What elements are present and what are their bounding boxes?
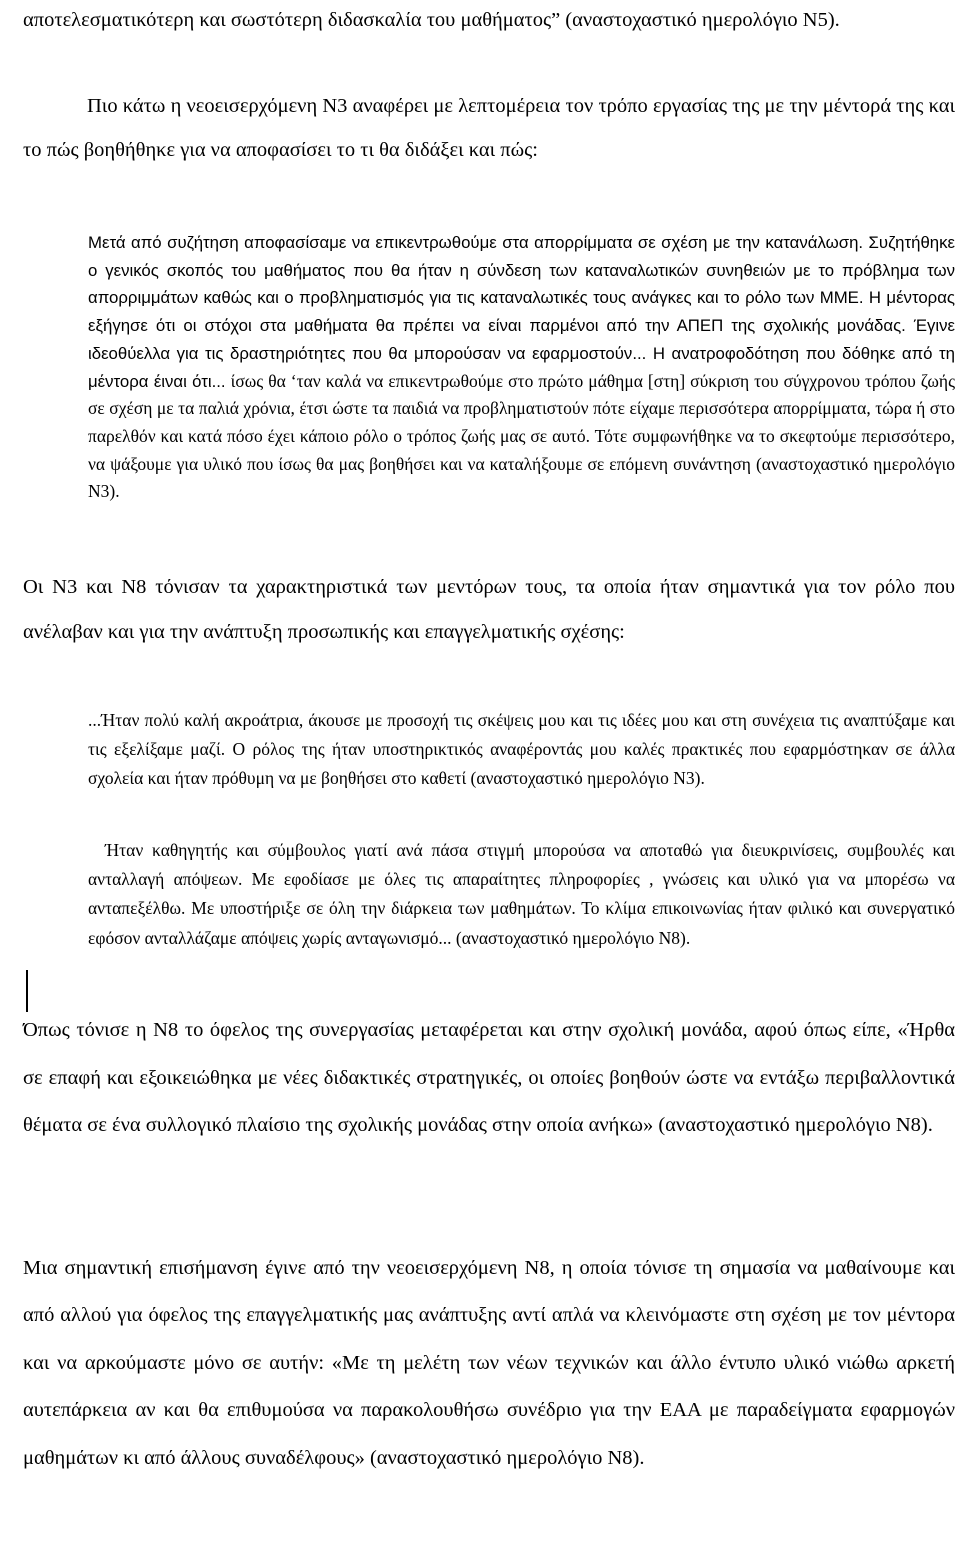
quote-n3-part-serif: ίσως θα ‘ταν καλά να επικεντρωθούμε στο πρώτο μάθημα [στη] σύκριση του σύγχρονου τρόπου ζωής σε σχέση με τα παλιά χρόνια, έτσι ώστε τα παιδιά να προβληματιστούν πότε είχαμε περισσότερα απορρίμματα, τώρα ή στο παρελθόν και κατά πόσο έχει κάποιο ρόλο ο τρόπος ζωής μας σε αυτό. Τότε συμφωνήθηκε να το σκεφτούμε περισσότερο, να ψάξουμε για υλικό που ίσως θα μας βοηθήσει και να καταλήξουμε σε επόμενη συνάντηση (αναστοχαστικό ημερολόγιο Ν3). — [88, 370, 955, 502]
quote-n3-part-sans: Μετά από συζήτηση αποφασίσαμε να επικεντρωθούμε στα απορρίμματα σε σχέση με την κατανάλωση. Συζητήθηκε ο γενικός σκοπός του μαθήματος που θα ήταν η σύνδεση των καταναλωτικών συνηθειών με το πρόβλημα των απορριμμάτων καθώς και ο προβληματισμός για τις καταναλωτικές τους ανάγκες και το ρόλο των ΜΜΕ. Η μέντορας εξήγησε ότι οι στόχοι στα μαθήματα θα πρέπει να είναι παρμένοι από την ΑΠΕΠ της σχολικής μονάδας. Έγινε ιδεοθύελλα για τις δραστηριότητες που θα μπορούσαν να εφαρμοστούν... Η ανατροφοδότηση που δόθηκε από τη μέντορα έιναι ότι... — [88, 233, 955, 391]
quote-n8-advisor — [88, 836, 955, 953]
paragraph-n3-intro — [23, 84, 955, 173]
margin-change-bar — [26, 970, 28, 1012]
quote-n3-listener: ...Ήταν πολύ καλή ακροάτρια, άκουσε με προσοχή τις σκέψεις μου και τις ιδέες μου και στη συνέχεια τις αναπτύξαμε και τις εξελίξαμε μαζί. Ο ρόλος της ήταν υποστηρικτικός αναφέροντάς μου καλές πρακτικές που εφαρμόστηκαν σε άλλα σχολεία και ήταν πρόθυμη να με βοηθήσει στο καθετί (αναστοχαστικό ημερολόγιο Ν3). — [88, 710, 955, 789]
paragraph-n3-intro-text: Πιο κάτω η νεοεισερχόμενη Ν3 αναφέρει με λεπτομέρεια τον τρόπο εργασίας της με την μέντορά της και το πώς βοηθήθηκε για να αποφασίσει το τι θα διδάξει και πώς: — [23, 95, 955, 162]
paragraph-school-benefit: Όπως τόνισε η Ν8 το όφελος της συνεργασίας μεταφέρεται και στην σχολική μονάδα, αφού όπως είπε, «Ήρθα σε επαφή και εξοικειώθηκα με νέες διδακτικές στρατηγικές, οι οποίες βοηθούν ώστε να εντάξω περιβαλλοντικά θέματα σε ένα συλλογικό πλαίσιο της σχολικής μονάδας στην οποία ανήκω» (αναστοχαστικό ημερολόγιο Ν8). — [23, 1019, 955, 1137]
quote-n3-mentor-work — [88, 229, 955, 506]
paragraph-mentor-traits: Οι Ν3 και Ν8 τόνισαν τα χαρακτηριστικά των μεντόρων τους, τα οποία ήταν σημαντικά για τον ρόλο που ανέλαβαν και για την ανάπτυξη προσωπικής και επαγγελματικής σχέσης: — [23, 576, 955, 644]
paragraph-intro-end: αποτελεσματικότερη και σωστότερη διδασκαλία του μαθήματος” (αναστοχαστικό ημερολόγιο Ν5). — [23, 9, 840, 31]
quote-n8-advisor-text: Ήταν καθηγητής και σύμβουλος γιατί ανά πάσα στιγμή μπορούσα να αποταθώ για διευκρινίσεις, συμβουλές και ανταλλαγή απόψεων. Με εφοδίασε με όλες τις απαραίτητες πληροφορίες , γνώσεις και υλικό για να μπορέσω να ανταπεξέλθω. Με υποστήριξε σε όλη την διάρκεια των μαθημάτων. Το κλίμα επικοινωνίας ήταν φιλικό και συνεργατικό εφόσον ανταλλάζαμε απόψεις χωρίς ανταγωνισμό... (αναστοχαστικό ημερολόγιο Ν8). — [88, 840, 955, 948]
paragraph-n8-remark: Μια σημαντική επισήμανση έγινε από την νεοεισερχόμενη Ν8, η οποία τόνισε τη σημασία να μαθαίνουμε και από αλλού για όφελος της επαγγελματικής μας ανάπτυξης αντί απλά να κλεινόμαστε στη σχέση με τον μέντορα και να αρκούμαστε μόνο σε αυτήν: «Με τη μελέτη των νέων τεχνικών και άλλο έντυπο υλικό νιώθω αρκετή αυτεπάρκεια αν και θα επιθυμούσα να παρακολουθήσω συνέδριο για την ΕΑΑ με παραδείγματα εφαρμογών μαθημάτων κι από άλλους συναδέλφους» (αναστοχαστικό ημερολόγιο Ν8). — [23, 1257, 955, 1469]
